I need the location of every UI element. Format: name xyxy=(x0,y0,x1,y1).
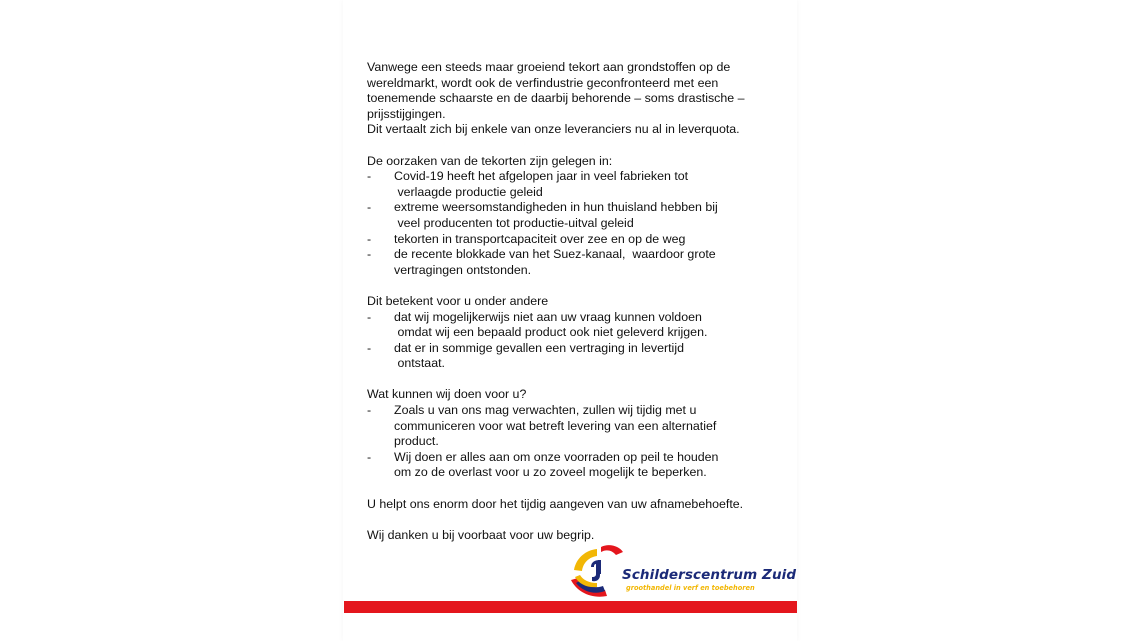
bullet-dash: - xyxy=(367,309,372,324)
list-item xyxy=(367,232,787,248)
intro-paragraph xyxy=(367,60,787,138)
list-item-text: dat wij mogelijkerwijs niet aan uw vraag kunnen voldoen xyxy=(394,309,702,324)
bullet-dash: - xyxy=(367,403,372,418)
list-item-text: tekorten in transportcapaciteit over zee en op de weg xyxy=(394,231,686,246)
help-text: U helpt ons enorm door het tijdig aangeven van uw afnamebehoefte. xyxy=(367,496,744,511)
list-item-text: vertragingen ontstonden. xyxy=(394,262,532,277)
intro-line: prijsstijgingen. xyxy=(367,106,446,121)
list-item xyxy=(367,200,787,231)
intro-line: Vanwege een steeds maar groeiend tekort aan grondstoffen op de xyxy=(367,60,731,74)
list-item-text: Covid-19 heeft het afgelopen jaar in veel fabrieken tot xyxy=(394,169,689,184)
list-item-text: verlaagde productie geleid xyxy=(394,184,543,199)
bullet-dash: - xyxy=(367,169,372,184)
list-item-text: Zoals u van ons mag verwachten, zullen wij tijdig met u xyxy=(394,403,697,418)
bullet-dash: - xyxy=(367,340,372,355)
logo-subtitle: groothandel in verf en toebehoren xyxy=(626,584,755,592)
bullet-dash: - xyxy=(367,200,372,215)
letter-body xyxy=(367,60,787,559)
thanks-text: Wij danken u bij voorbaat voor uw begrip. xyxy=(367,527,595,542)
actions-section xyxy=(367,387,787,481)
causes-intro: De oorzaken van de tekorten zijn gelegen in: xyxy=(367,153,613,168)
bullet-dash: - xyxy=(367,231,372,246)
list-item xyxy=(367,247,787,278)
list-item-text: communiceren voor wat betreft levering van een alternatief xyxy=(394,418,717,433)
brush-swoosh-logo-icon xyxy=(567,540,629,602)
company-logo xyxy=(567,540,797,602)
meaning-intro: Dit betekent voor u onder andere xyxy=(367,293,549,308)
intro-line: Dit vertaalt zich bij enkele van onze leveranciers nu al in leverquota. xyxy=(367,122,740,137)
list-item xyxy=(367,403,787,450)
footer-red-bar xyxy=(344,601,797,613)
list-item-text: ontstaat. xyxy=(394,356,445,371)
list-item xyxy=(367,310,787,341)
intro-line: wereldmarkt, wordt ook de verfindustrie geconfronteerd met een xyxy=(367,75,719,90)
list-item-text: product. xyxy=(394,434,439,449)
causes-section xyxy=(367,154,787,279)
list-item-text: de recente blokkade van het Suez-kanaal, waardoor grote xyxy=(394,247,716,262)
logo-title: Schilderscentrum Zuid xyxy=(622,567,797,583)
document-page xyxy=(343,0,797,641)
list-item-text: Wij doen er alles aan om onze voorraden op peil te houden xyxy=(394,449,719,464)
list-item-text: dat er in sommige gevallen een vertraging in levertijd xyxy=(394,340,684,355)
list-item xyxy=(367,450,787,481)
list-item-text: om zo de overlast voor u zo zoveel mogelijk te beperken. xyxy=(394,465,707,480)
list-item xyxy=(367,341,787,372)
meaning-section xyxy=(367,294,787,372)
list-item-text: extreme weersomstandigheden in hun thuisland hebben bij xyxy=(394,200,718,215)
help-paragraph xyxy=(367,497,787,513)
list-item-text: veel producenten tot productie-uitval geleid xyxy=(394,215,634,230)
bullet-dash: - xyxy=(367,247,372,262)
list-item xyxy=(367,169,787,200)
actions-intro: Wat kunnen wij doen voor u? xyxy=(367,387,527,402)
list-item-text: omdat wij een bepaald product ook niet geleverd krijgen. xyxy=(394,325,708,340)
intro-line: toenemende schaarste en de daarbij behorende – soms drastische – xyxy=(367,91,745,106)
bullet-dash: - xyxy=(367,449,372,464)
